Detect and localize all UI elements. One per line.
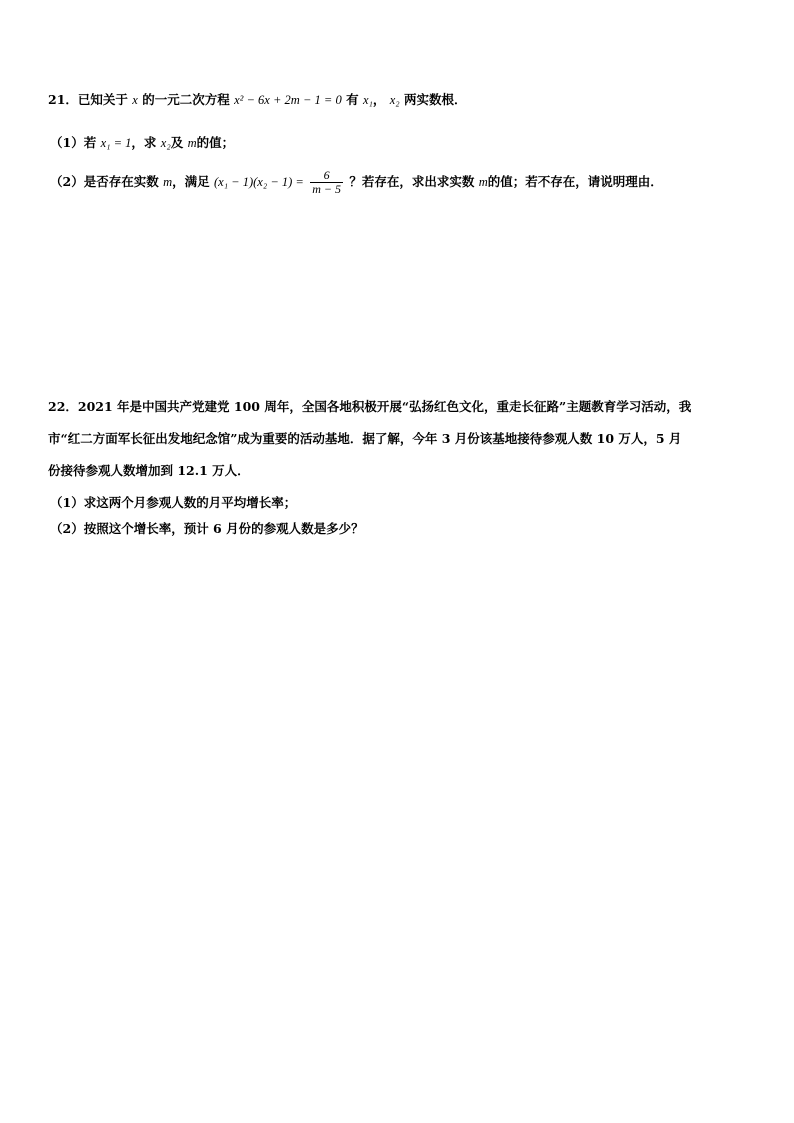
q22-part1: （1）求这两个月参观人数的月平均增长率；	[50, 495, 297, 510]
q22-line-1: 22．2021 年是中国共产党建党 100 周年，全国各地积极开展“弘扬红色文化，重走长征路”主题教育学习活动，我	[48, 399, 692, 414]
fraction	[310, 169, 343, 196]
quadratic-equation: x² − 6x + 2m − 1 = 0	[234, 93, 342, 107]
fraction-numerator: 6	[323, 168, 330, 182]
variable-x: x	[132, 93, 138, 107]
q21-part1: （1）若 x₁ = 1，求 x₂及 m的值；	[50, 135, 235, 150]
product-expression: (x₁ − 1)(x₂ − 1) =	[213, 175, 304, 189]
q21-part2: （2）是否存在实数 m，满足 (x₁ − 1)(x₂ − 1) = $\frac{6}{m - 5}$ ？若存在，求出求实数 m的值；若不存在，请说明理由．	[50, 168, 663, 196]
q21-number: 21．	[48, 92, 78, 107]
q21-stem: 21．已知关于 x 的一元二次方程 x² − 6x + 2m − 1 = 0 有 x₁， x₂ 两实数根．	[48, 92, 467, 107]
q22-line-2: 市“红二方面军长征出发地纪念馆”成为重要的活动基地．据了解，今年 3 月份该基地接待参观人数 10 万人，5 月	[48, 431, 682, 446]
root-x1: x₁	[362, 93, 373, 107]
root-x2: x₂	[389, 93, 400, 107]
q22-part2: （2）按照这个增长率，预计 6 月份的参观人数是多少？	[50, 521, 364, 536]
q22-line-3: 份接待参观人数增加到 12.1 万人．	[48, 463, 250, 478]
fraction-denominator: m − 5	[312, 182, 341, 196]
condition-x1-equals-1: x₁ = 1	[100, 136, 132, 150]
